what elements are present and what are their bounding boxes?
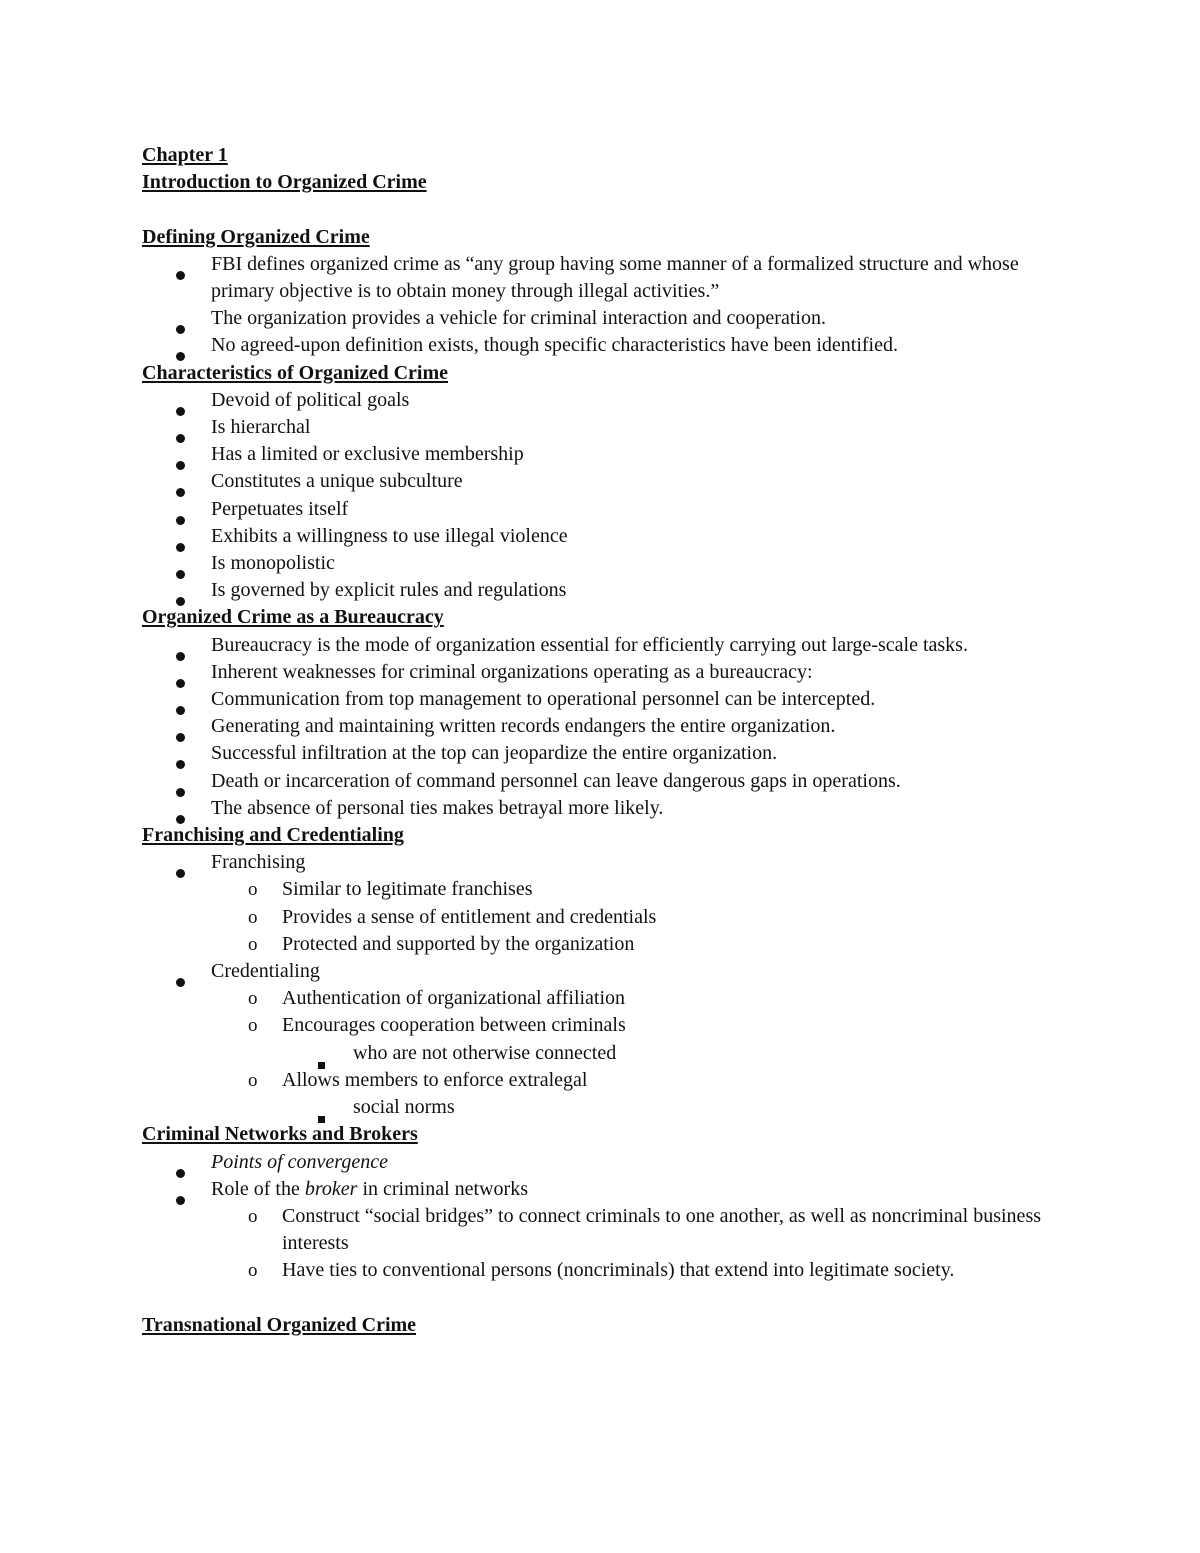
nested-list-wrapper (142, 1040, 1062, 1067)
section-heading-transnational: Transnational Organized Crime (142, 1313, 417, 1336)
bullet-dot-icon (176, 958, 185, 985)
nested-list-wrapper (142, 1094, 1062, 1121)
list-item-text (211, 1178, 528, 1200)
bullet-dot-icon (176, 550, 185, 577)
list-item (142, 931, 1062, 958)
bullet-circle-icon: o (248, 933, 258, 955)
bullet-list-level-1 (142, 849, 1062, 1121)
list-item-text: The absence of personal ties makes betrayal more likely. (211, 796, 664, 819)
list-item-text: Encourages cooperation between criminals (282, 1014, 626, 1037)
bullet-list-level-3 (142, 1094, 1062, 1121)
list-item (142, 1094, 1062, 1121)
list-item-text: Successful infiltration at the top can jeopardize the entire organization. (211, 742, 778, 765)
section-heading: Defining Organized Crime (142, 225, 370, 248)
list-item (142, 1040, 1062, 1067)
list-item-italic-term: broker (304, 1177, 358, 1200)
nested-list-wrapper (142, 876, 1062, 958)
list-item-text: Has a limited or exclusive membership (211, 443, 524, 466)
section (142, 360, 1062, 605)
bullet-dot-icon (176, 441, 185, 468)
list-item-text: Is governed by explicit rules and regulations (211, 579, 567, 602)
bullet-dot-icon (176, 496, 185, 523)
list-item-text: who are not otherwise connected (353, 1041, 617, 1064)
bullet-circle-icon: o (248, 1205, 258, 1227)
list-item (142, 577, 1062, 604)
bullet-dot-icon (176, 387, 185, 414)
list-item-text: Generating and maintaining written records endangers the entire organization. (211, 715, 836, 738)
section-heading: Criminal Networks and Brokers (142, 1123, 418, 1146)
bullet-square-icon (318, 1040, 325, 1067)
list-item (142, 305, 1062, 332)
bullet-circle-icon: o (248, 1260, 258, 1282)
bullet-square-icon (318, 1094, 325, 1121)
bullet-list-level-1 (142, 251, 1062, 360)
list-item-text: The organization provides a vehicle for criminal interaction and cooperation. (211, 307, 826, 330)
list-item-text: Devoid of political goals (211, 388, 410, 411)
section-heading: Franchising and Credentialing (142, 824, 404, 847)
list-item-text: Communication from top management to operational personnel can be intercepted. (211, 688, 876, 711)
list-item (142, 441, 1062, 468)
section-heading: Organized Crime as a Bureaucracy (142, 606, 444, 629)
bullet-dot-icon (176, 849, 185, 876)
list-item (142, 713, 1062, 740)
list-item-text: Perpetuates itself (211, 497, 349, 520)
bullet-circle-icon: o (248, 1069, 258, 1091)
blank-line (142, 1285, 1062, 1312)
document-page (142, 142, 1062, 1339)
list-item (142, 849, 1062, 876)
list-item-text: Protected and supported by the organization (282, 932, 635, 955)
list-item-text: Credentialing (211, 960, 320, 983)
bullet-dot-icon (176, 686, 185, 713)
bullet-dot-icon (176, 332, 185, 359)
list-item-text: Death or incarceration of command personnel can leave dangerous gaps in operations. (211, 769, 901, 792)
chapter-number: Chapter 1 (142, 144, 228, 166)
bullet-list-level-1 (142, 1149, 1062, 1285)
list-item (142, 904, 1062, 931)
bullet-circle-icon: o (248, 1015, 258, 1037)
bullet-dot-icon (176, 251, 185, 278)
section (142, 1121, 1062, 1284)
section (142, 604, 1062, 822)
chapter-title: Introduction to Organized Crime (142, 171, 427, 194)
bullet-list-level-3 (142, 1040, 1062, 1067)
list-item (142, 387, 1062, 414)
list-item (142, 632, 1062, 659)
list-item (142, 1067, 1062, 1094)
bullet-dot-icon (176, 740, 185, 767)
list-item-text: Have ties to conventional persons (noncriminals) that extend into legitimate society. (282, 1259, 955, 1282)
list-item (142, 768, 1062, 795)
list-item (142, 550, 1062, 577)
bullet-dot-icon (176, 659, 185, 686)
list-item-text: Allows members to enforce extralegal (282, 1068, 588, 1091)
list-item-text: FBI defines organized crime as “any group having some manner of a formalized structure and whose primary objective is to obtain money through illegal activities.” (211, 252, 1019, 302)
list-item (142, 523, 1062, 550)
bullet-list-level-1 (142, 632, 1062, 822)
list-item-text: Is hierarchal (211, 416, 311, 439)
bullet-dot-icon (176, 795, 185, 822)
bullet-list-level-2 (142, 985, 1062, 1121)
section (142, 822, 1062, 1121)
list-item (142, 740, 1062, 767)
list-item (142, 468, 1062, 495)
nested-list-wrapper (142, 1203, 1062, 1285)
list-item (142, 659, 1062, 686)
sections-container (142, 224, 1062, 1285)
list-item-text: Construct “social bridges” to connect criminals to one another, as well as noncriminal business interests (282, 1204, 1042, 1255)
list-item (142, 958, 1062, 985)
list-item (142, 251, 1062, 305)
list-item (142, 1257, 1062, 1284)
bullet-dot-icon (176, 768, 185, 795)
blank-line (142, 196, 1062, 223)
nested-list-wrapper (142, 985, 1062, 1121)
bullet-dot-icon (176, 1176, 185, 1203)
list-item-text: Is monopolistic (211, 552, 335, 575)
bullet-dot-icon (176, 468, 185, 495)
list-item (142, 332, 1062, 359)
bullet-circle-icon: o (248, 879, 258, 901)
list-item-text: Bureaucracy is the mode of organization essential for efficiently carrying out large-scale tasks. (211, 633, 968, 656)
bullet-list-level-1 (142, 387, 1062, 605)
list-item-italic-term: Points of convergence (211, 1150, 388, 1173)
list-item (142, 1149, 1062, 1176)
bullet-dot-icon (176, 305, 185, 332)
bullet-list-level-2 (142, 1203, 1062, 1285)
list-item-text: No agreed-upon definition exists, though specific characteristics have been identified. (211, 334, 898, 357)
list-item-text-after: in criminal networks (357, 1177, 528, 1200)
list-item-text: Exhibits a willingness to use illegal violence (211, 524, 568, 547)
bullet-circle-icon: o (248, 988, 258, 1010)
bullet-list-level-2 (142, 876, 1062, 958)
section (142, 224, 1062, 360)
list-item (142, 1203, 1062, 1257)
bullet-dot-icon (176, 523, 185, 550)
bullet-circle-icon: o (248, 906, 258, 928)
bullet-dot-icon (176, 632, 185, 659)
bullet-dot-icon (176, 1149, 185, 1176)
list-item (142, 414, 1062, 441)
list-item-text-before: Role of the (211, 1177, 305, 1200)
list-item-text: Authentication of organizational affiliation (282, 987, 626, 1010)
section-heading: Characteristics of Organized Crime (142, 361, 449, 384)
list-item-text: Franchising (211, 851, 306, 874)
list-item-text (211, 1151, 388, 1173)
list-item (142, 496, 1062, 523)
bullet-dot-icon (176, 713, 185, 740)
list-item (142, 985, 1062, 1012)
list-item-text: Inherent weaknesses for criminal organizations operating as a bureaucracy: (211, 660, 813, 683)
bullet-dot-icon (176, 414, 185, 441)
list-item-text: Provides a sense of entitlement and credentials (282, 905, 657, 928)
list-item-text: Similar to legitimate franchises (282, 878, 533, 901)
list-item (142, 1176, 1062, 1203)
list-item (142, 686, 1062, 713)
list-item (142, 1012, 1062, 1039)
list-item-text: social norms (353, 1096, 455, 1119)
bullet-dot-icon (176, 577, 185, 604)
list-item (142, 876, 1062, 903)
list-item (142, 795, 1062, 822)
list-item-text: Constitutes a unique subculture (211, 470, 463, 493)
